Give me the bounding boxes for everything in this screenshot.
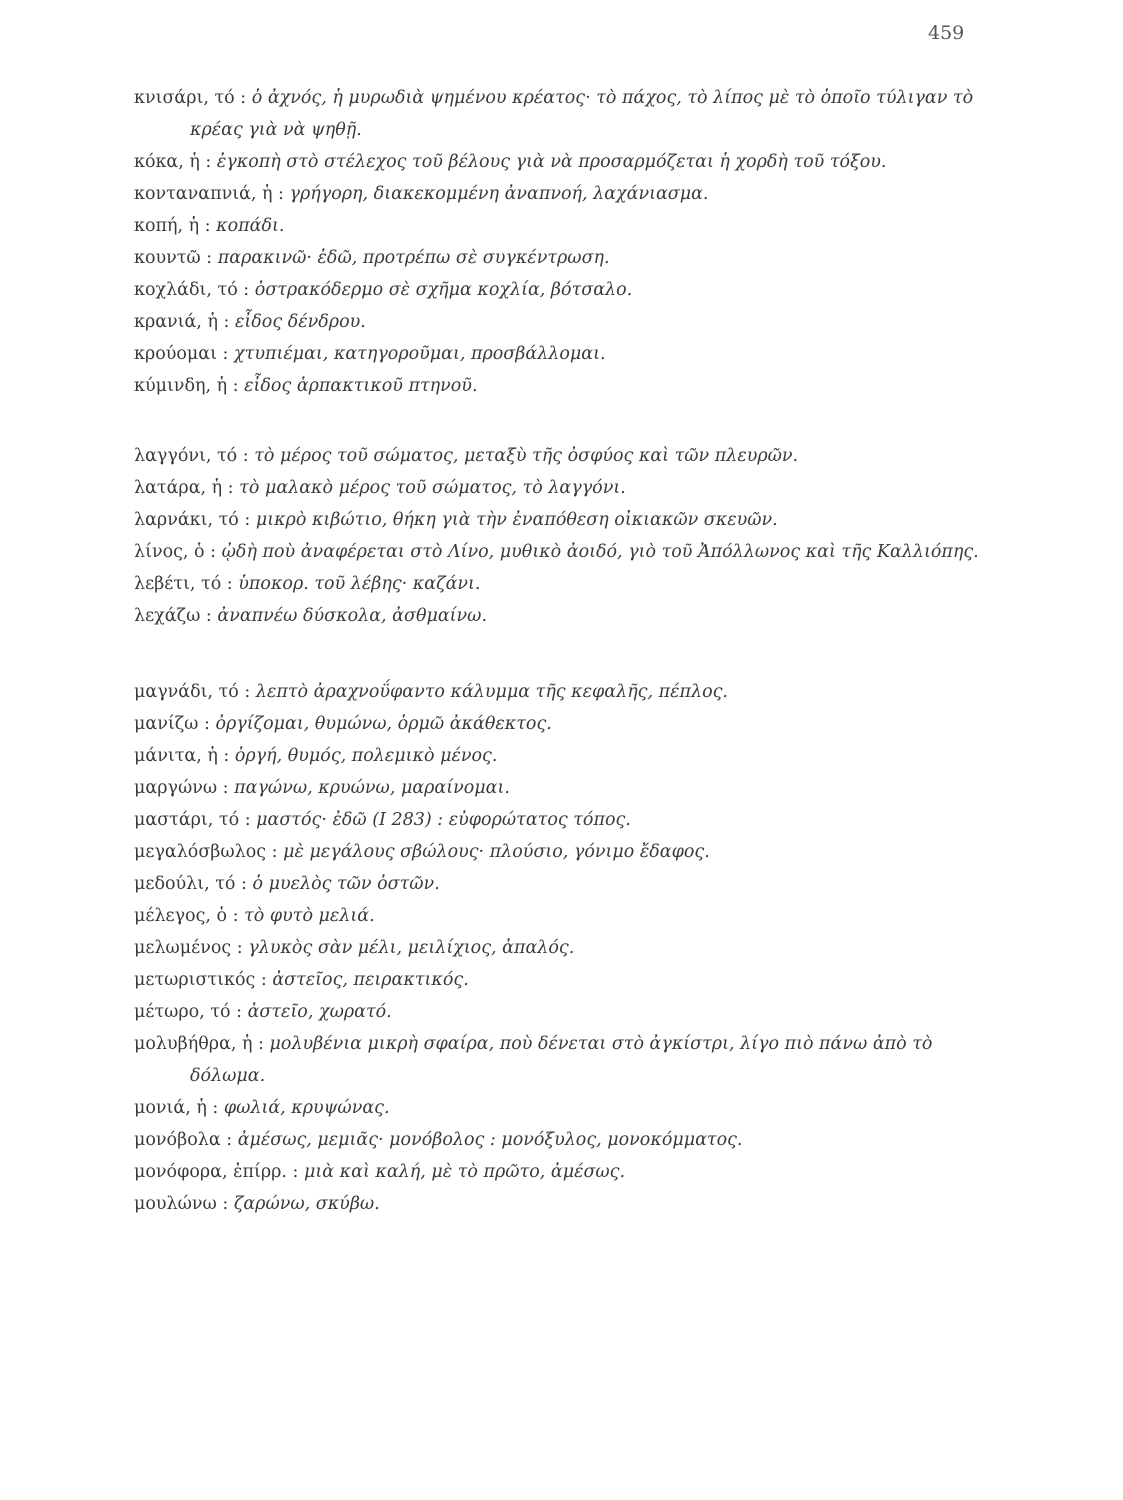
glossary-entry [134, 146, 984, 178]
entry-definition: ὀργίζομαι, θυμώνω, ὁρμῶ ἀκάθεκτος. [215, 714, 552, 734]
glossary-entry [134, 440, 984, 472]
glossary-entry [134, 1188, 984, 1220]
entry-definition: μολυβένια μικρὴ σφαίρα, ποὺ δένεται στὸ ἀγκίστρι, λίγο πιὸ πάνω ἀπὸ τὸ δόλωμα. [190, 1034, 933, 1086]
entry-definition: χτυπιέμαι, κατηγοροῦμαι, προσβάλλομαι. [234, 344, 606, 364]
entry-term: μανίζω : [134, 714, 210, 734]
entry-definition: τὸ μαλακὸ μέρος τοῦ σώματος, τὸ λαγγόνι. [239, 478, 626, 498]
glossary-entry [134, 504, 984, 536]
entry-definition: ὁ ἀχνός, ἡ μυρωδιὰ ψημένου κρέατος· τὸ πάχος, τὸ λίπος μὲ τὸ ὁποῖο τύλιγαν τὸ κρέας γιὰ νὰ ψηθῇ. [190, 88, 974, 140]
glossary-entry [134, 536, 984, 568]
glossary-entry [134, 1156, 984, 1188]
glossary-entry [134, 210, 984, 242]
glossary-entry [134, 306, 984, 338]
entry-term: κοχλάδι, τό : [134, 280, 250, 300]
entry-term: λεχάζω : [134, 606, 212, 626]
glossary-entry [134, 900, 984, 932]
entry-term: λαρνάκι, τό : [134, 510, 251, 530]
glossary-entry [134, 82, 984, 146]
entry-definition: ἀστεῖο, χωρατό. [247, 1002, 392, 1022]
glossary-entry [134, 178, 984, 210]
entry-term: κρανιά, ἡ : [134, 312, 230, 332]
entry-term: μονόβολα : [134, 1130, 233, 1150]
entry-definition: ζαρώνω, σκύβω. [233, 1194, 380, 1214]
entry-definition: ὀστρακόδερμο σὲ σχῆμα κοχλία, βότσαλο. [254, 280, 633, 300]
entry-term: κονταναπνιά, ἡ : [134, 184, 284, 204]
glossary-entry [134, 964, 984, 996]
entry-definition: μαστός· ἐδῶ (Ι 283) : εὐφορώτατος τόπος. [256, 810, 631, 830]
glossary-entry [134, 932, 984, 964]
glossary-entry [134, 772, 984, 804]
entry-term: κόκα, ἡ : [134, 152, 212, 172]
entry-definition: ἀμέσως, μεμιᾶς· μονόβολος : μονόξυλος, μονοκόμματος. [237, 1130, 743, 1150]
entry-term: κρούομαι : [134, 344, 229, 364]
entry-definition: κοπάδι. [216, 216, 285, 236]
entry-term: λεβέτι, τό : [134, 574, 233, 594]
entry-term: μονιά, ἡ : [134, 1098, 219, 1118]
entry-term: μέλεγος, ὁ : [134, 906, 239, 926]
entry-term: λίνος, ὁ : [134, 542, 217, 562]
entry-term: μέτωρο, τό : [134, 1002, 243, 1022]
glossary-entry [134, 996, 984, 1028]
entry-term: μετωριστικός : [134, 970, 267, 990]
section-gap [134, 402, 984, 440]
entry-definition: εἶδος ἁρπακτικοῦ πτηνοῦ. [244, 376, 478, 396]
entry-term: μελωμένος : [134, 938, 243, 958]
page-number: 459 [928, 22, 965, 44]
entry-term: μουλώνω : [134, 1194, 229, 1214]
entry-definition: γρήγορη, διακεκομμένη ἀναπνοή, λαχάνιασμα. [289, 184, 709, 204]
glossary-entry [134, 708, 984, 740]
entry-definition: ἐγκοπὴ στὸ στέλεχος τοῦ βέλους γιὰ νὰ προσαρμόζεται ἡ χορδὴ τοῦ τόξου. [216, 152, 887, 172]
entry-definition: ᾠδὴ ποὺ ἀναφέρεται στὸ Λίνο, μυθικὸ ἀοιδό, γιὸ τοῦ Ἀπόλλωνος καὶ τῆς Καλλιόπης. [221, 542, 979, 562]
entry-term: λατάρα, ἡ : [134, 478, 234, 498]
glossary-entry [134, 242, 984, 274]
glossary-entry [134, 600, 984, 632]
entry-term: μονόφορα, ἐπίρρ. : [134, 1162, 299, 1182]
entry-definition: λεπτὸ ἀραχνοΰφαντο κάλυμμα τῆς κεφαλῆς, πέπλος. [255, 682, 728, 702]
entry-definition: εἶδος δένδρου. [235, 312, 366, 332]
glossary-entry [134, 868, 984, 900]
entry-definition: παγώνω, κρυώνω, μαραίνομαι. [234, 778, 510, 798]
entry-definition: μιὰ καὶ καλή, μὲ τὸ πρῶτο, ἀμέσως. [304, 1162, 626, 1182]
entry-definition: τὸ φυτὸ μελιά. [244, 906, 375, 926]
glossary-entry [134, 1092, 984, 1124]
entry-term: κουντῶ : [134, 248, 213, 268]
entry-term: μολυβήθρα, ἡ : [134, 1034, 264, 1054]
glossary-entry [134, 568, 984, 600]
entry-definition: μικρὸ κιβώτιο, θήκη γιὰ τὴν ἐναπόθεση οἰκιακῶν σκευῶν. [255, 510, 778, 530]
entry-definition: παρακινῶ· ἐδῶ, προτρέπω σὲ συγκέντρωση. [217, 248, 610, 268]
section-gap [134, 632, 984, 676]
entry-definition: ὑποκορ. τοῦ λέβης· καζάνι. [238, 574, 481, 594]
entry-term: μαγνάδι, τό : [134, 682, 251, 702]
glossary-entry [134, 274, 984, 306]
glossary-entry [134, 804, 984, 836]
glossary-entry [134, 338, 984, 370]
entry-definition: φωλιά, κρυψώνας. [223, 1098, 390, 1118]
entry-definition: ὁ μυελὸς τῶν ὀστῶν. [252, 874, 440, 894]
glossary-entry [134, 370, 984, 402]
entry-term: κοπή, ἡ : [134, 216, 211, 236]
entry-term: μεδούλι, τό : [134, 874, 247, 894]
entry-definition: ἀναπνέω δύσκολα, ἀσθμαίνω. [217, 606, 488, 626]
glossary-entry [134, 472, 984, 504]
entry-term: κνισάρι, τό : [134, 88, 247, 108]
entry-term: μαργώνω : [134, 778, 229, 798]
glossary-entry [134, 836, 984, 868]
entry-definition: γλυκὸς σὰν μέλι, μειλίχιος, ἁπαλός. [248, 938, 575, 958]
entry-term: μεγαλόσβωλος : [134, 842, 278, 862]
entry-definition: ὀργή, θυμός, πολεμικὸ μένος. [234, 746, 498, 766]
entry-term: μάνιτα, ἡ : [134, 746, 230, 766]
entry-term: μαστάρι, τό : [134, 810, 251, 830]
glossary-entry [134, 1028, 984, 1092]
glossary-entry [134, 740, 984, 772]
glossary-entry [134, 676, 984, 708]
glossary-entries [134, 82, 984, 1220]
entry-definition: τὸ μέρος τοῦ σώματος, μεταξὺ τῆς ὀσφύος καὶ τῶν πλευρῶν. [254, 446, 799, 466]
entry-term: κύμινδη, ἡ : [134, 376, 239, 396]
entry-definition: μὲ μεγάλους σβώλους· πλούσιο, γόνιμο ἔδαφος. [283, 842, 710, 862]
entry-term: λαγγόνι, τό : [134, 446, 249, 466]
glossary-entry [134, 1124, 984, 1156]
entry-definition: ἀστεῖος, πειρακτικός. [272, 970, 469, 990]
